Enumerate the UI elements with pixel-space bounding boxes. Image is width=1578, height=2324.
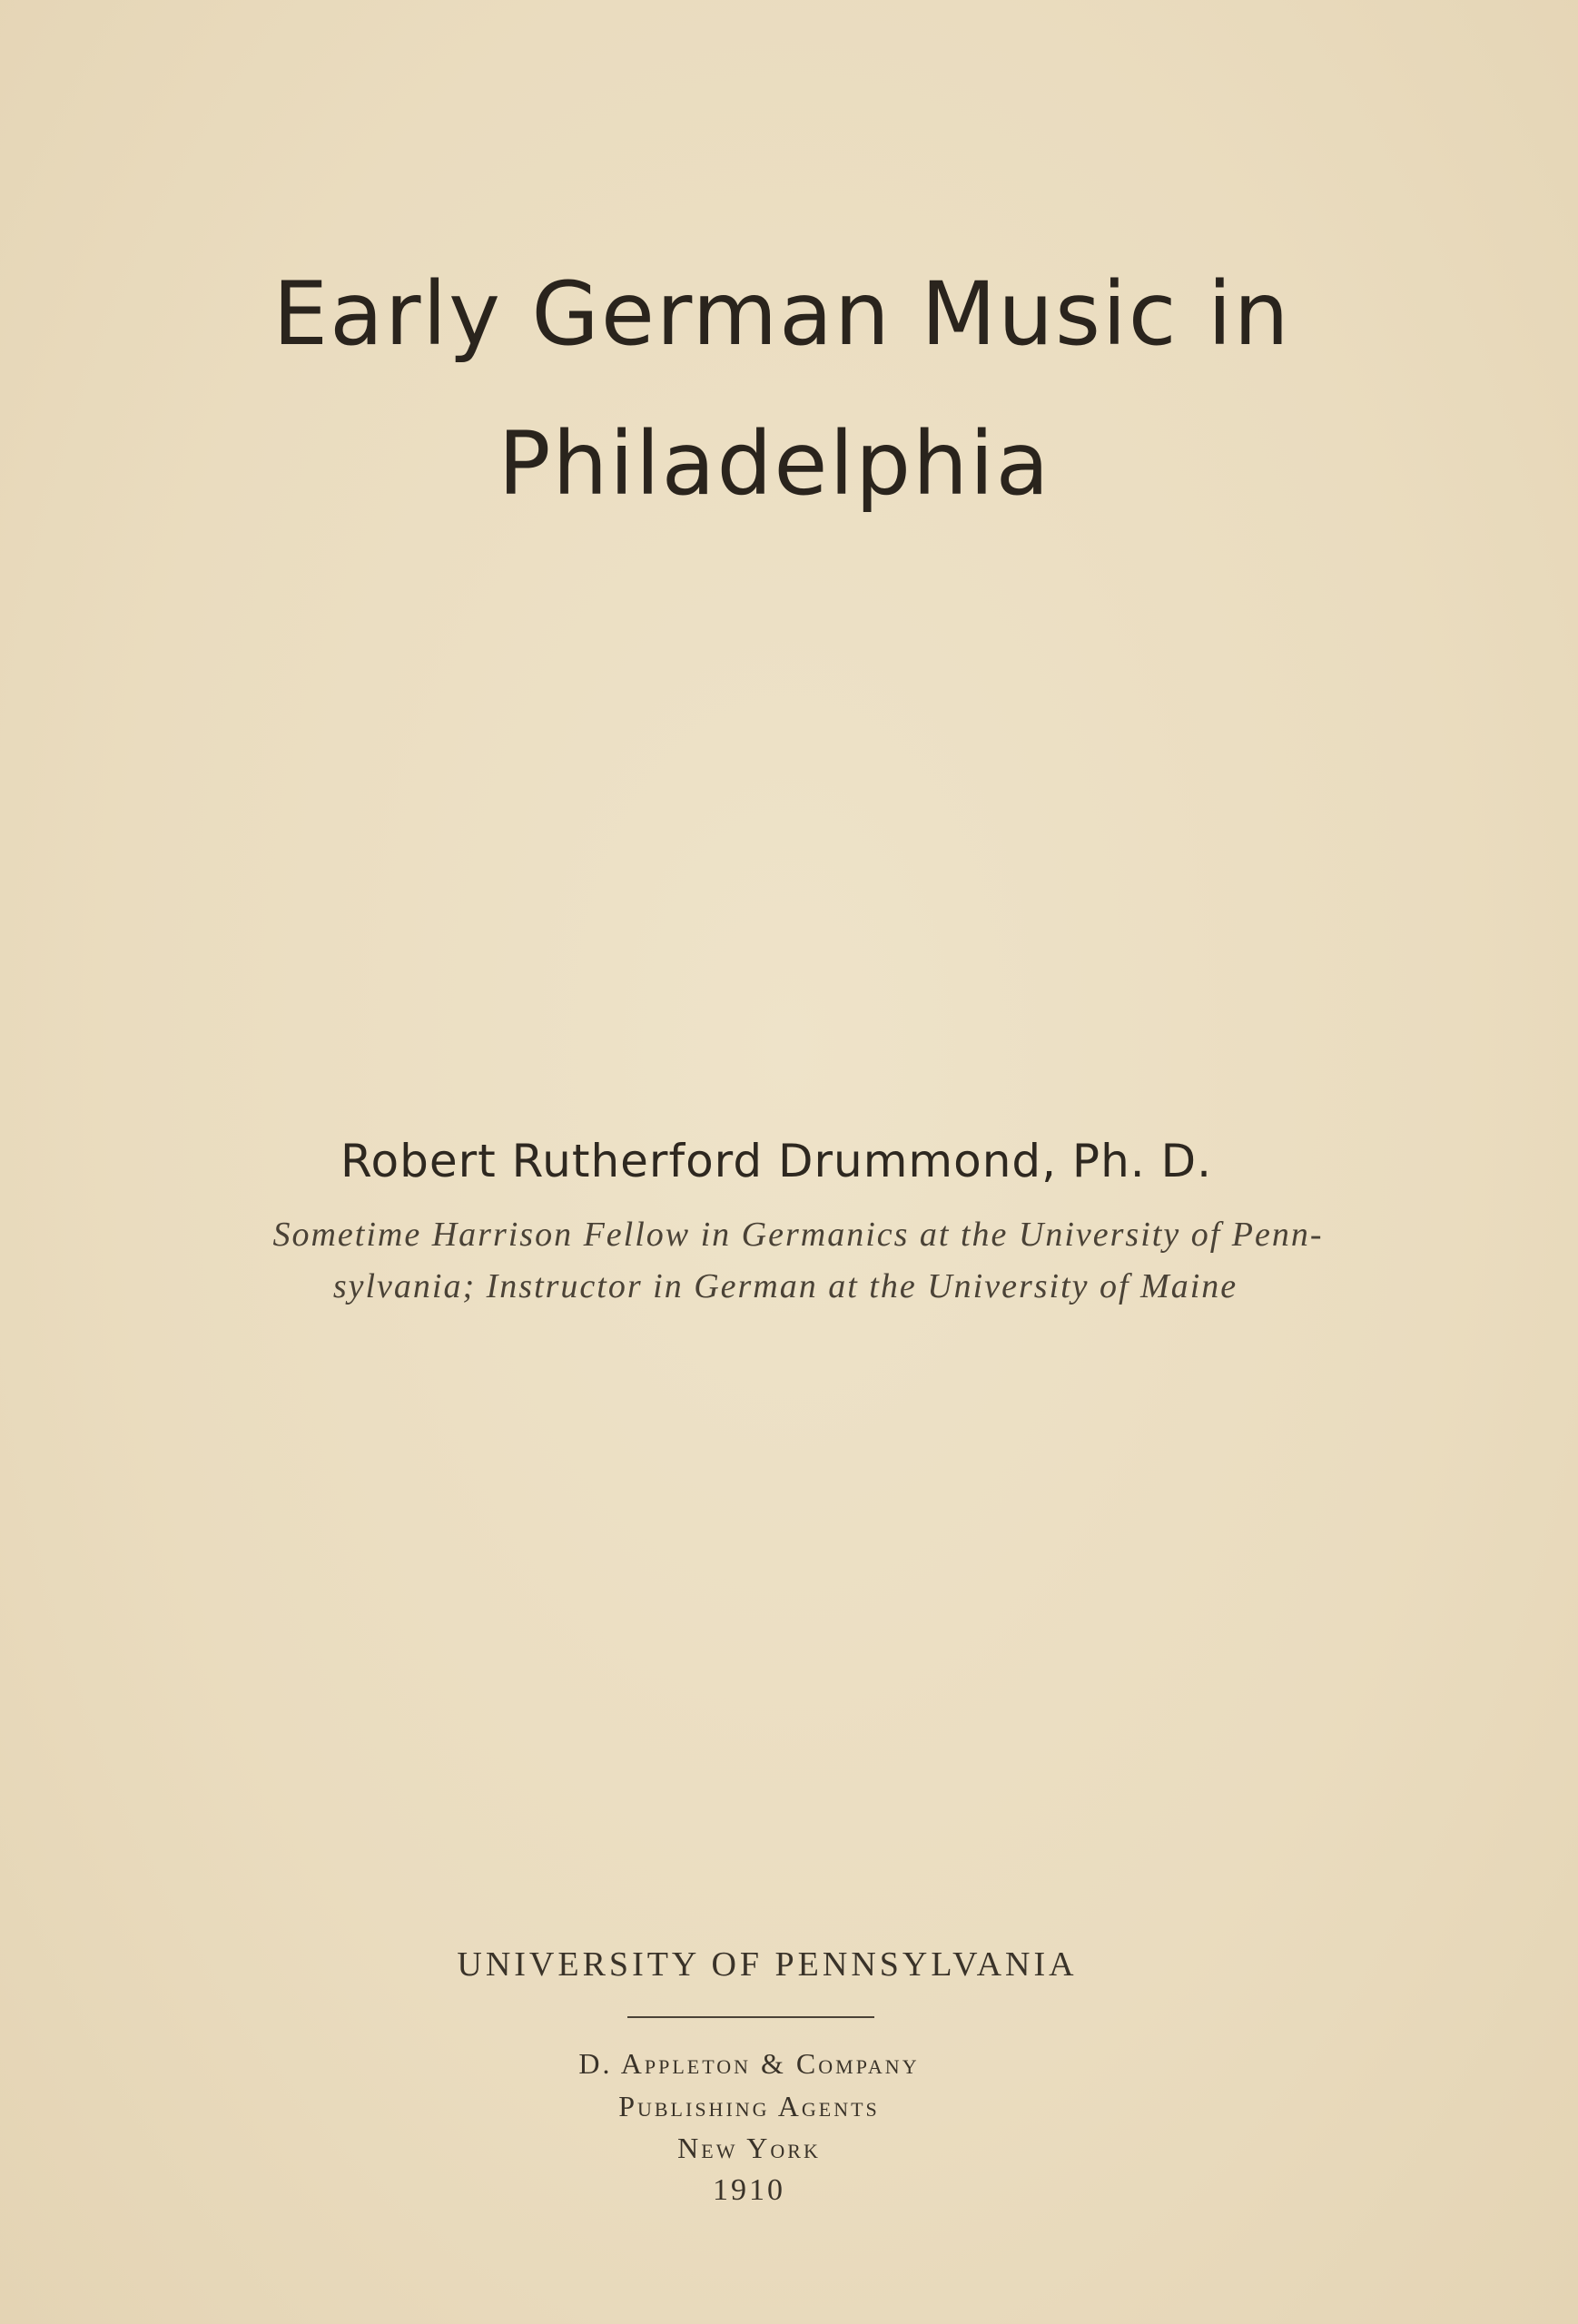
book-title-line-1: Early German Music in: [272, 263, 1291, 365]
author-affiliation-line-1: Sometime Harrison Fellow in Germanics at the University of Penn-: [272, 1216, 1324, 1254]
publication-city: New York: [677, 2132, 821, 2164]
publisher-role: Publishing Agents: [618, 2090, 880, 2122]
divider-rule: [627, 2016, 874, 2018]
publication-year: 1910: [713, 2173, 785, 2207]
author-name: Robert Rutherford Drummond, Ph. D.: [340, 1135, 1212, 1187]
university-name: UNIVERSITY OF PENNSYLVANIA: [457, 1945, 1078, 1984]
publisher-name: D. Appleton & Company: [578, 2047, 920, 2080]
author-affiliation-line-2: sylvania; Instructor in German at the University of Maine: [332, 1267, 1238, 1305]
book-title-line-2: Philadelphia: [498, 413, 1051, 515]
